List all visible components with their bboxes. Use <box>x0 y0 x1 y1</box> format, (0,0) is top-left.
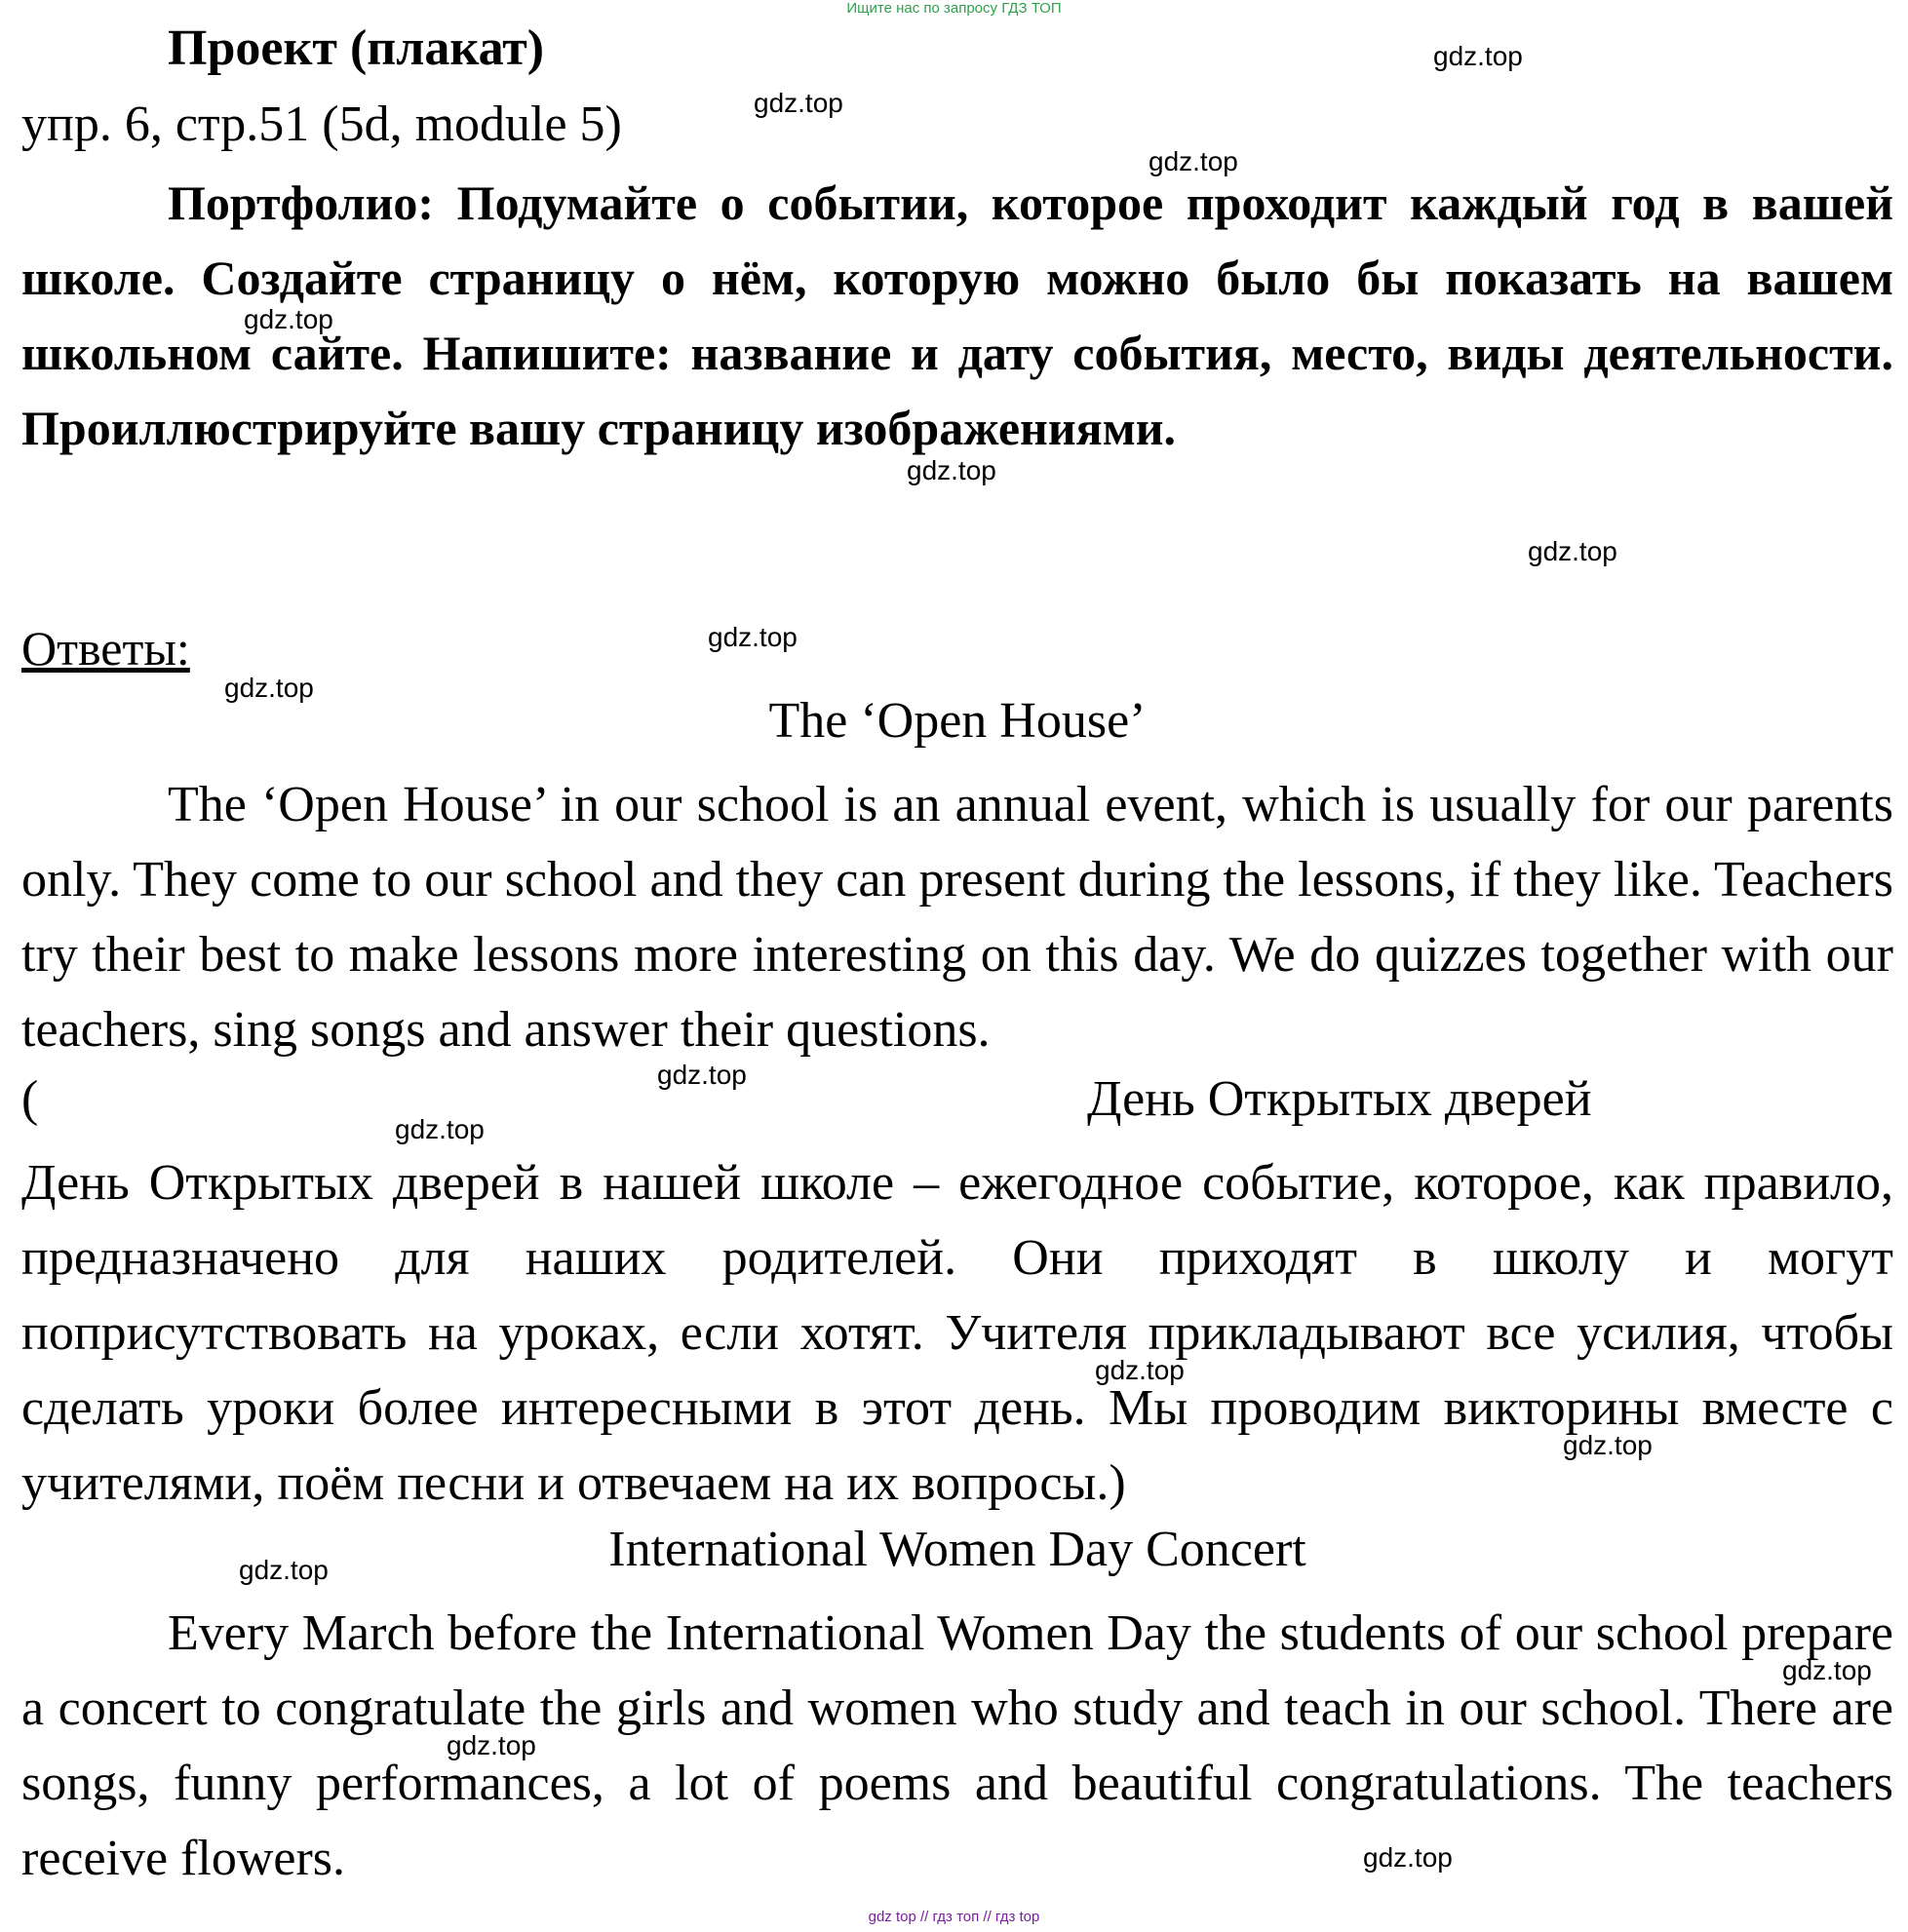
watermark: gdz.top <box>239 1555 329 1585</box>
task-description: Портфолио: Подумайте о событии, которое проходит каждый год в вашей школе. Создайте страницу о нём, которую можно было бы показать на вашем школьном сайте. Напишите: название и дату события, место, виды деятельности. Проиллюстрируйте вашу страницу изображениями. <box>21 175 1893 455</box>
watermark: gdz.top <box>1782 1655 1872 1685</box>
watermark: gdz.top <box>1149 146 1238 176</box>
page-title: Проект (плакат) <box>168 20 545 76</box>
watermark: gdz.top <box>224 673 314 703</box>
watermark: gdz.top <box>447 1730 536 1760</box>
watermark: gdz.top <box>244 304 333 334</box>
watermark: gdz.top <box>907 455 996 485</box>
concert-text: Every March before the International Women Day the students of our school prepare a concert to congratulate the girls and women who study and teach in our school. There are songs, funny performances, a lot of poems and beautiful congratulations. The teachers receive flowers. <box>21 1605 1893 1886</box>
watermark: gdz.top <box>708 622 798 652</box>
exercise-reference: упр. 6, стр.51 (5d, module 5) <box>21 97 622 152</box>
watermark: gdz.top <box>395 1114 485 1144</box>
translation-heading: День Открытых дверей <box>1087 1071 1592 1127</box>
translation-open-paren: ( <box>21 1071 39 1127</box>
watermark: gdz.top <box>657 1060 747 1090</box>
concert-heading: International Women Day Concert <box>608 1522 1306 1577</box>
watermark: gdz.top <box>754 88 843 118</box>
watermark: gdz.top <box>1095 1355 1185 1385</box>
watermark: gdz.top <box>1433 41 1523 71</box>
bottom-footer[interactable]: gdz top // гдз топ // гдз top <box>868 1909 1040 1925</box>
answers-label: Ответы: <box>21 621 190 676</box>
open-house-heading: The ‘Open House’ <box>768 693 1147 749</box>
top-banner[interactable]: Ищите нас по запросу ГДЗ ТОП <box>846 0 1062 17</box>
open-house-text: The ‘Open House’ in our school is an annual event, which is usually for our parents only. They come to our school and they can present during the lessons, if they like. Teachers try their best to make lessons more interesting on this day. We do quizzes together with our teachers, sing songs and answer their questions. <box>21 777 1893 1058</box>
watermark: gdz.top <box>1363 1842 1453 1873</box>
watermark: gdz.top <box>1563 1430 1653 1460</box>
translation-text: День Открытых дверей в нашей школе – ежегодное событие, которое, как правило, предназначено для наших родителей. Они приходят в школу и могут поприсутствовать на уроках, если хотят. Учителя прикладывают все усилия, чтобы сделать уроки более интересными в этот день. Мы проводим викторины вместе с учителями, поём песни и отвечаем на их вопросы.) <box>21 1155 1893 1511</box>
watermark: gdz.top <box>1528 536 1617 566</box>
